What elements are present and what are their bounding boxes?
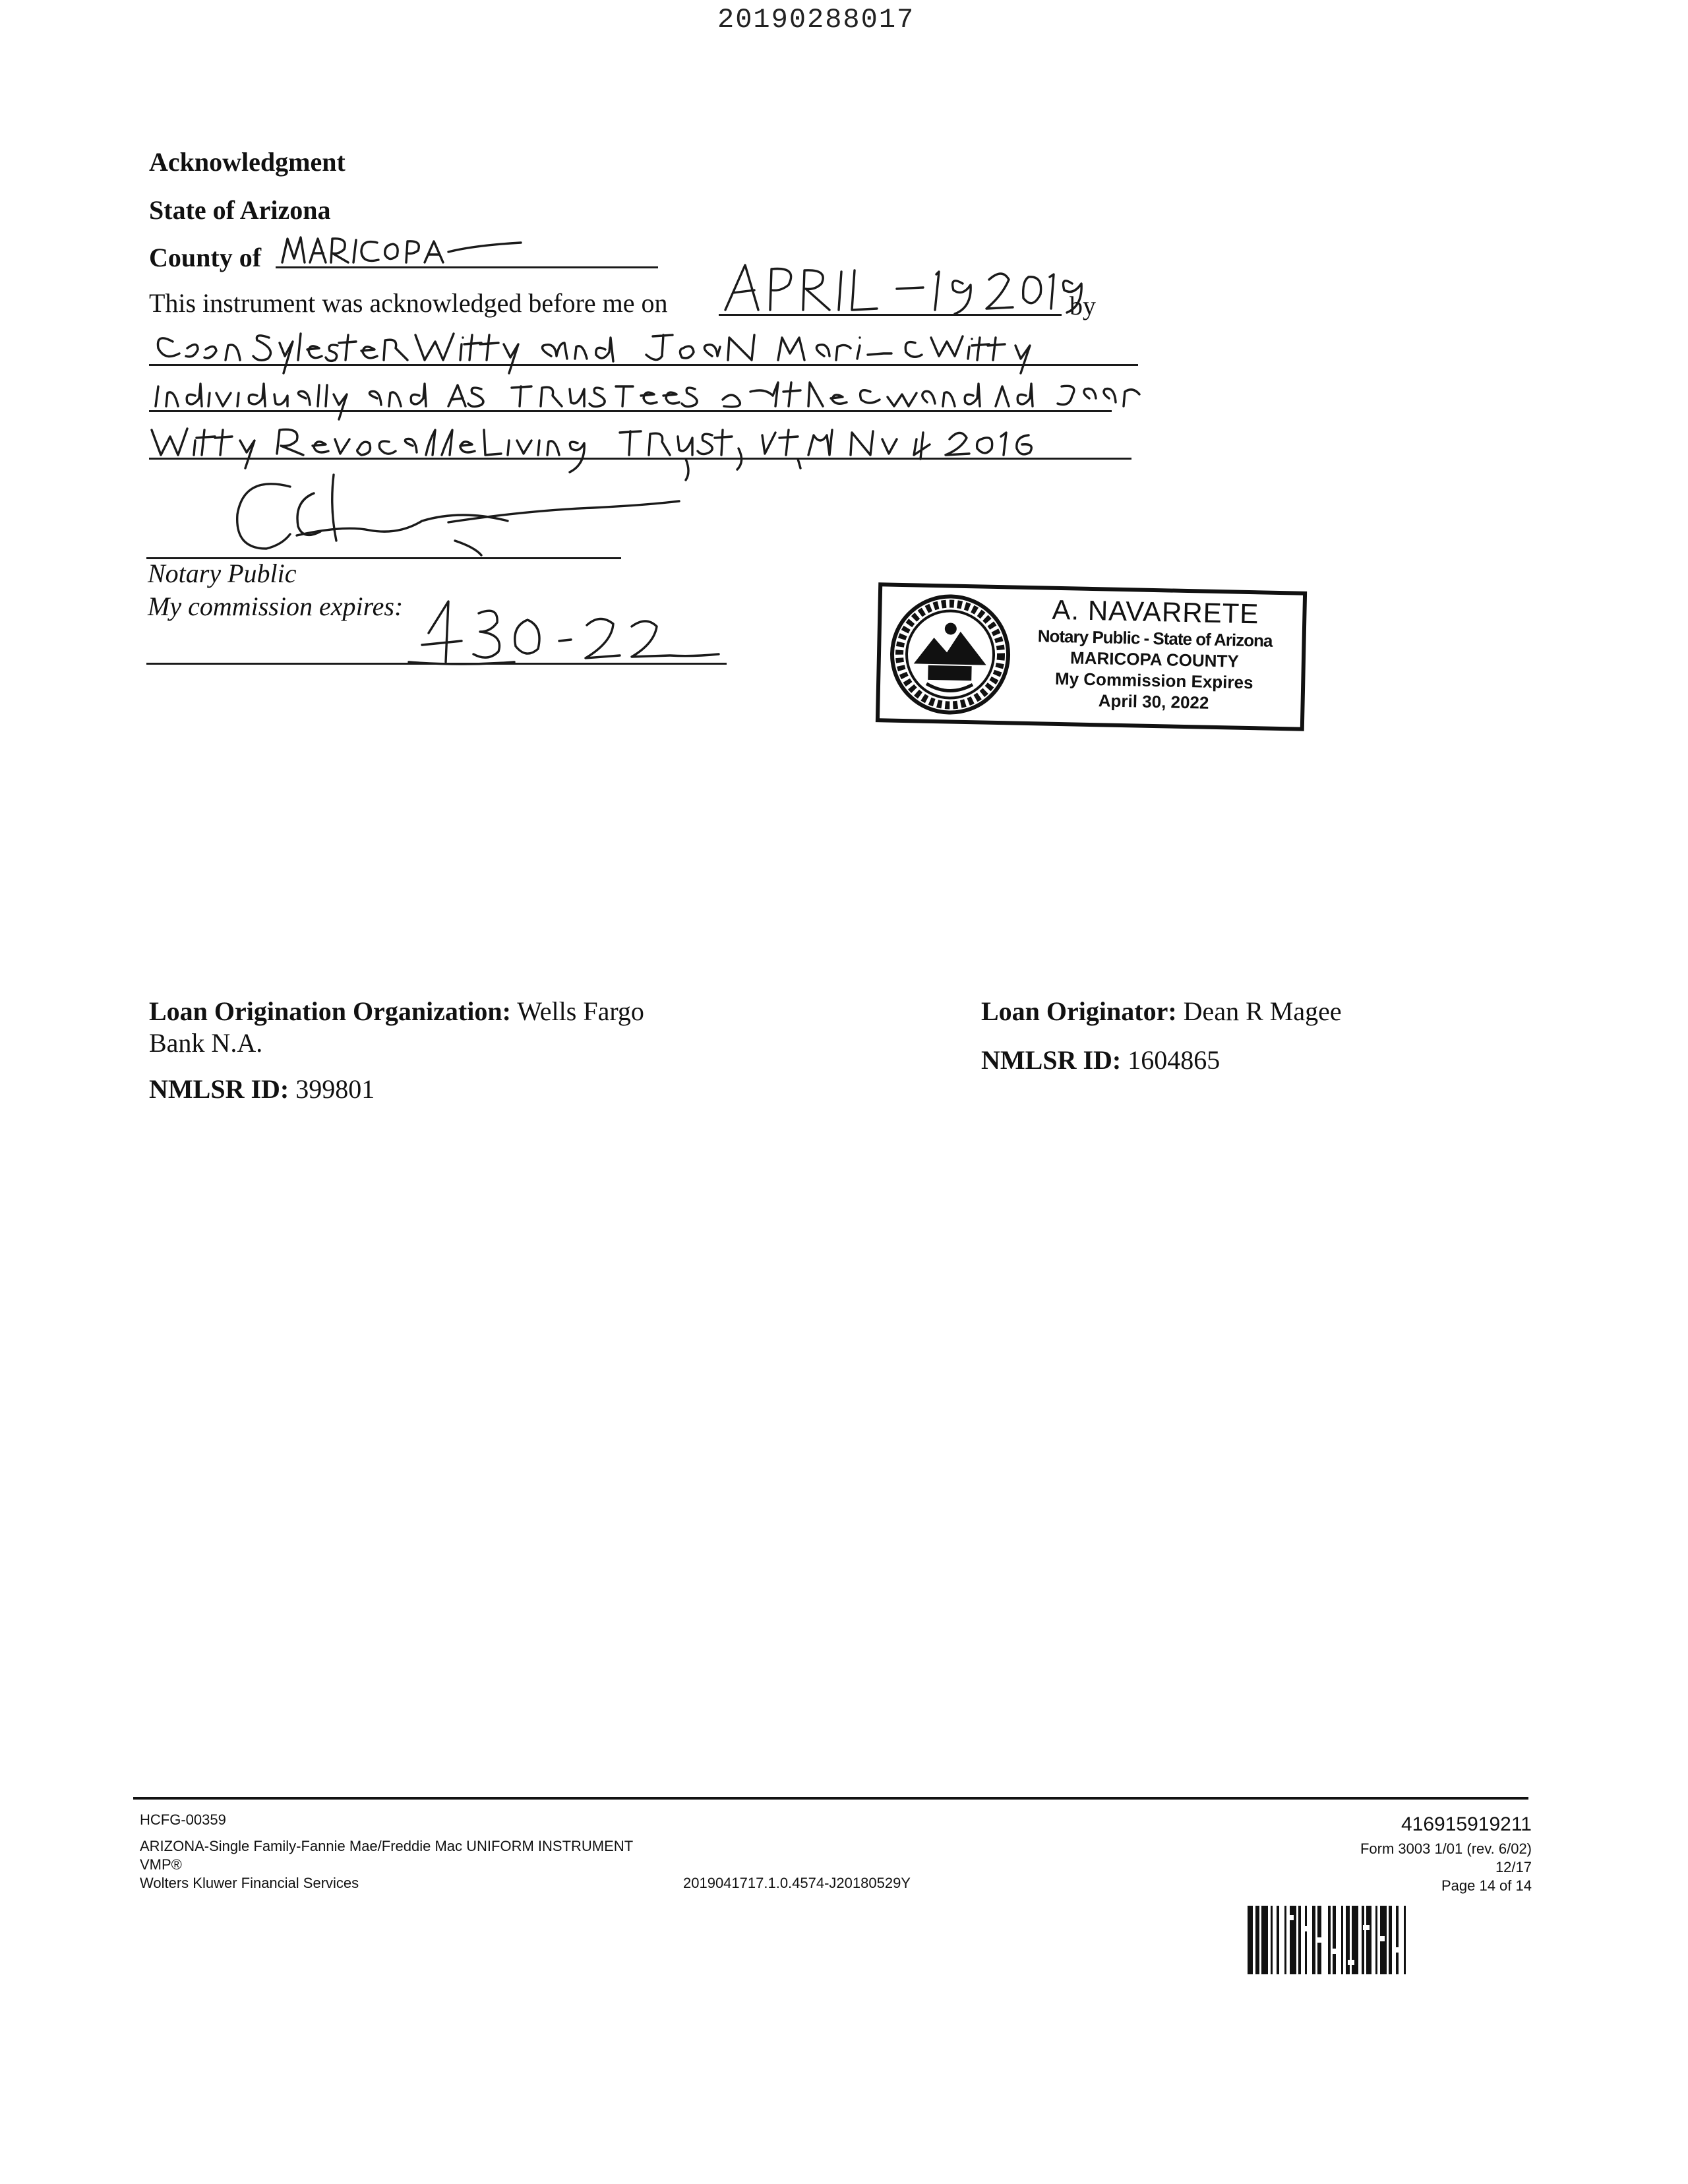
footer-vmp: VMP® (140, 1856, 182, 1873)
stamp-line-2: MARICOPA COUNTY (1070, 648, 1240, 671)
footer-rule (133, 1797, 1528, 1800)
loan-org-nmlsr-label: NMLSR ID: (149, 1074, 289, 1104)
handwritten-signer-line-2 (156, 382, 1139, 419)
handwritten-signer-line-1 (158, 334, 1030, 373)
loan-origination-block (149, 996, 742, 1059)
footer-revision: 12/17 (1495, 1859, 1532, 1875)
handwritten-date (725, 265, 1081, 314)
loan-org-label: Loan Origination Organization: (149, 996, 511, 1026)
loan-org-value-1: Wells Fargo (517, 996, 644, 1026)
footer-tracking: 2019041717.1.0.4574-J20180529Y (683, 1875, 911, 1891)
commission-expires-label: My commission expires: (148, 592, 404, 621)
footer-form-number: Form 3003 1/01 (rev. 6/02) (1360, 1840, 1532, 1857)
notary-public-label: Notary Public (148, 559, 297, 588)
loan-originator-nmlsr-label: NMLSR ID: (981, 1045, 1122, 1075)
footer-publisher: Wolters Kluwer Financial Services (140, 1875, 359, 1891)
footer-form-code: HCFG-00359 (140, 1811, 226, 1828)
loan-org-value-2: Bank N.A. (149, 1028, 263, 1058)
barcode (1248, 1906, 1530, 1974)
loan-originator-nmlsr-value: 1604865 (1128, 1045, 1221, 1075)
document-number: 20190288017 (717, 4, 915, 36)
stamp-line-4: April 30, 2022 (1098, 690, 1209, 713)
footer-page: Page 14 of 14 (1441, 1877, 1532, 1894)
county-label: County of (149, 243, 262, 272)
instrument-text: This instrument was acknowledged before me on (149, 288, 668, 318)
stamp-line-1: Notary Public - State of Arizona (1037, 626, 1273, 651)
notary-stamp (876, 582, 1307, 731)
commission-fill-line (146, 663, 727, 665)
by-label: by (1070, 291, 1096, 320)
arizona-state-seal (886, 591, 1014, 719)
state-label: State of Arizona (149, 195, 331, 225)
loan-originator-block (981, 996, 1342, 1027)
handwritten-signer-line-3 (152, 429, 1031, 480)
footer-instrument-line: ARIZONA-Single Family-Fannie Mae/Freddie Mac UNIFORM INSTRUMENT (140, 1838, 634, 1854)
loan-org-nmlsr-value: 399801 (295, 1074, 375, 1104)
acknowledgment-title: Acknowledgment (149, 147, 346, 177)
footer-loan-number: 416915919211 (1401, 1813, 1532, 1835)
loan-originator-nmlsr (981, 1045, 1220, 1076)
loan-org-nmlsr (149, 1074, 375, 1105)
stamp-line-3: My Commission Expires (1054, 668, 1253, 693)
stamp-notary-name: A. NAVARRETE (1052, 593, 1259, 630)
notary-signature (237, 475, 679, 555)
loan-originator-value: Dean R Magee (1183, 996, 1342, 1026)
loan-originator-label: Loan Originator: (981, 996, 1177, 1026)
handwritten-commission-date (409, 601, 719, 664)
handwritten-county (282, 237, 521, 262)
